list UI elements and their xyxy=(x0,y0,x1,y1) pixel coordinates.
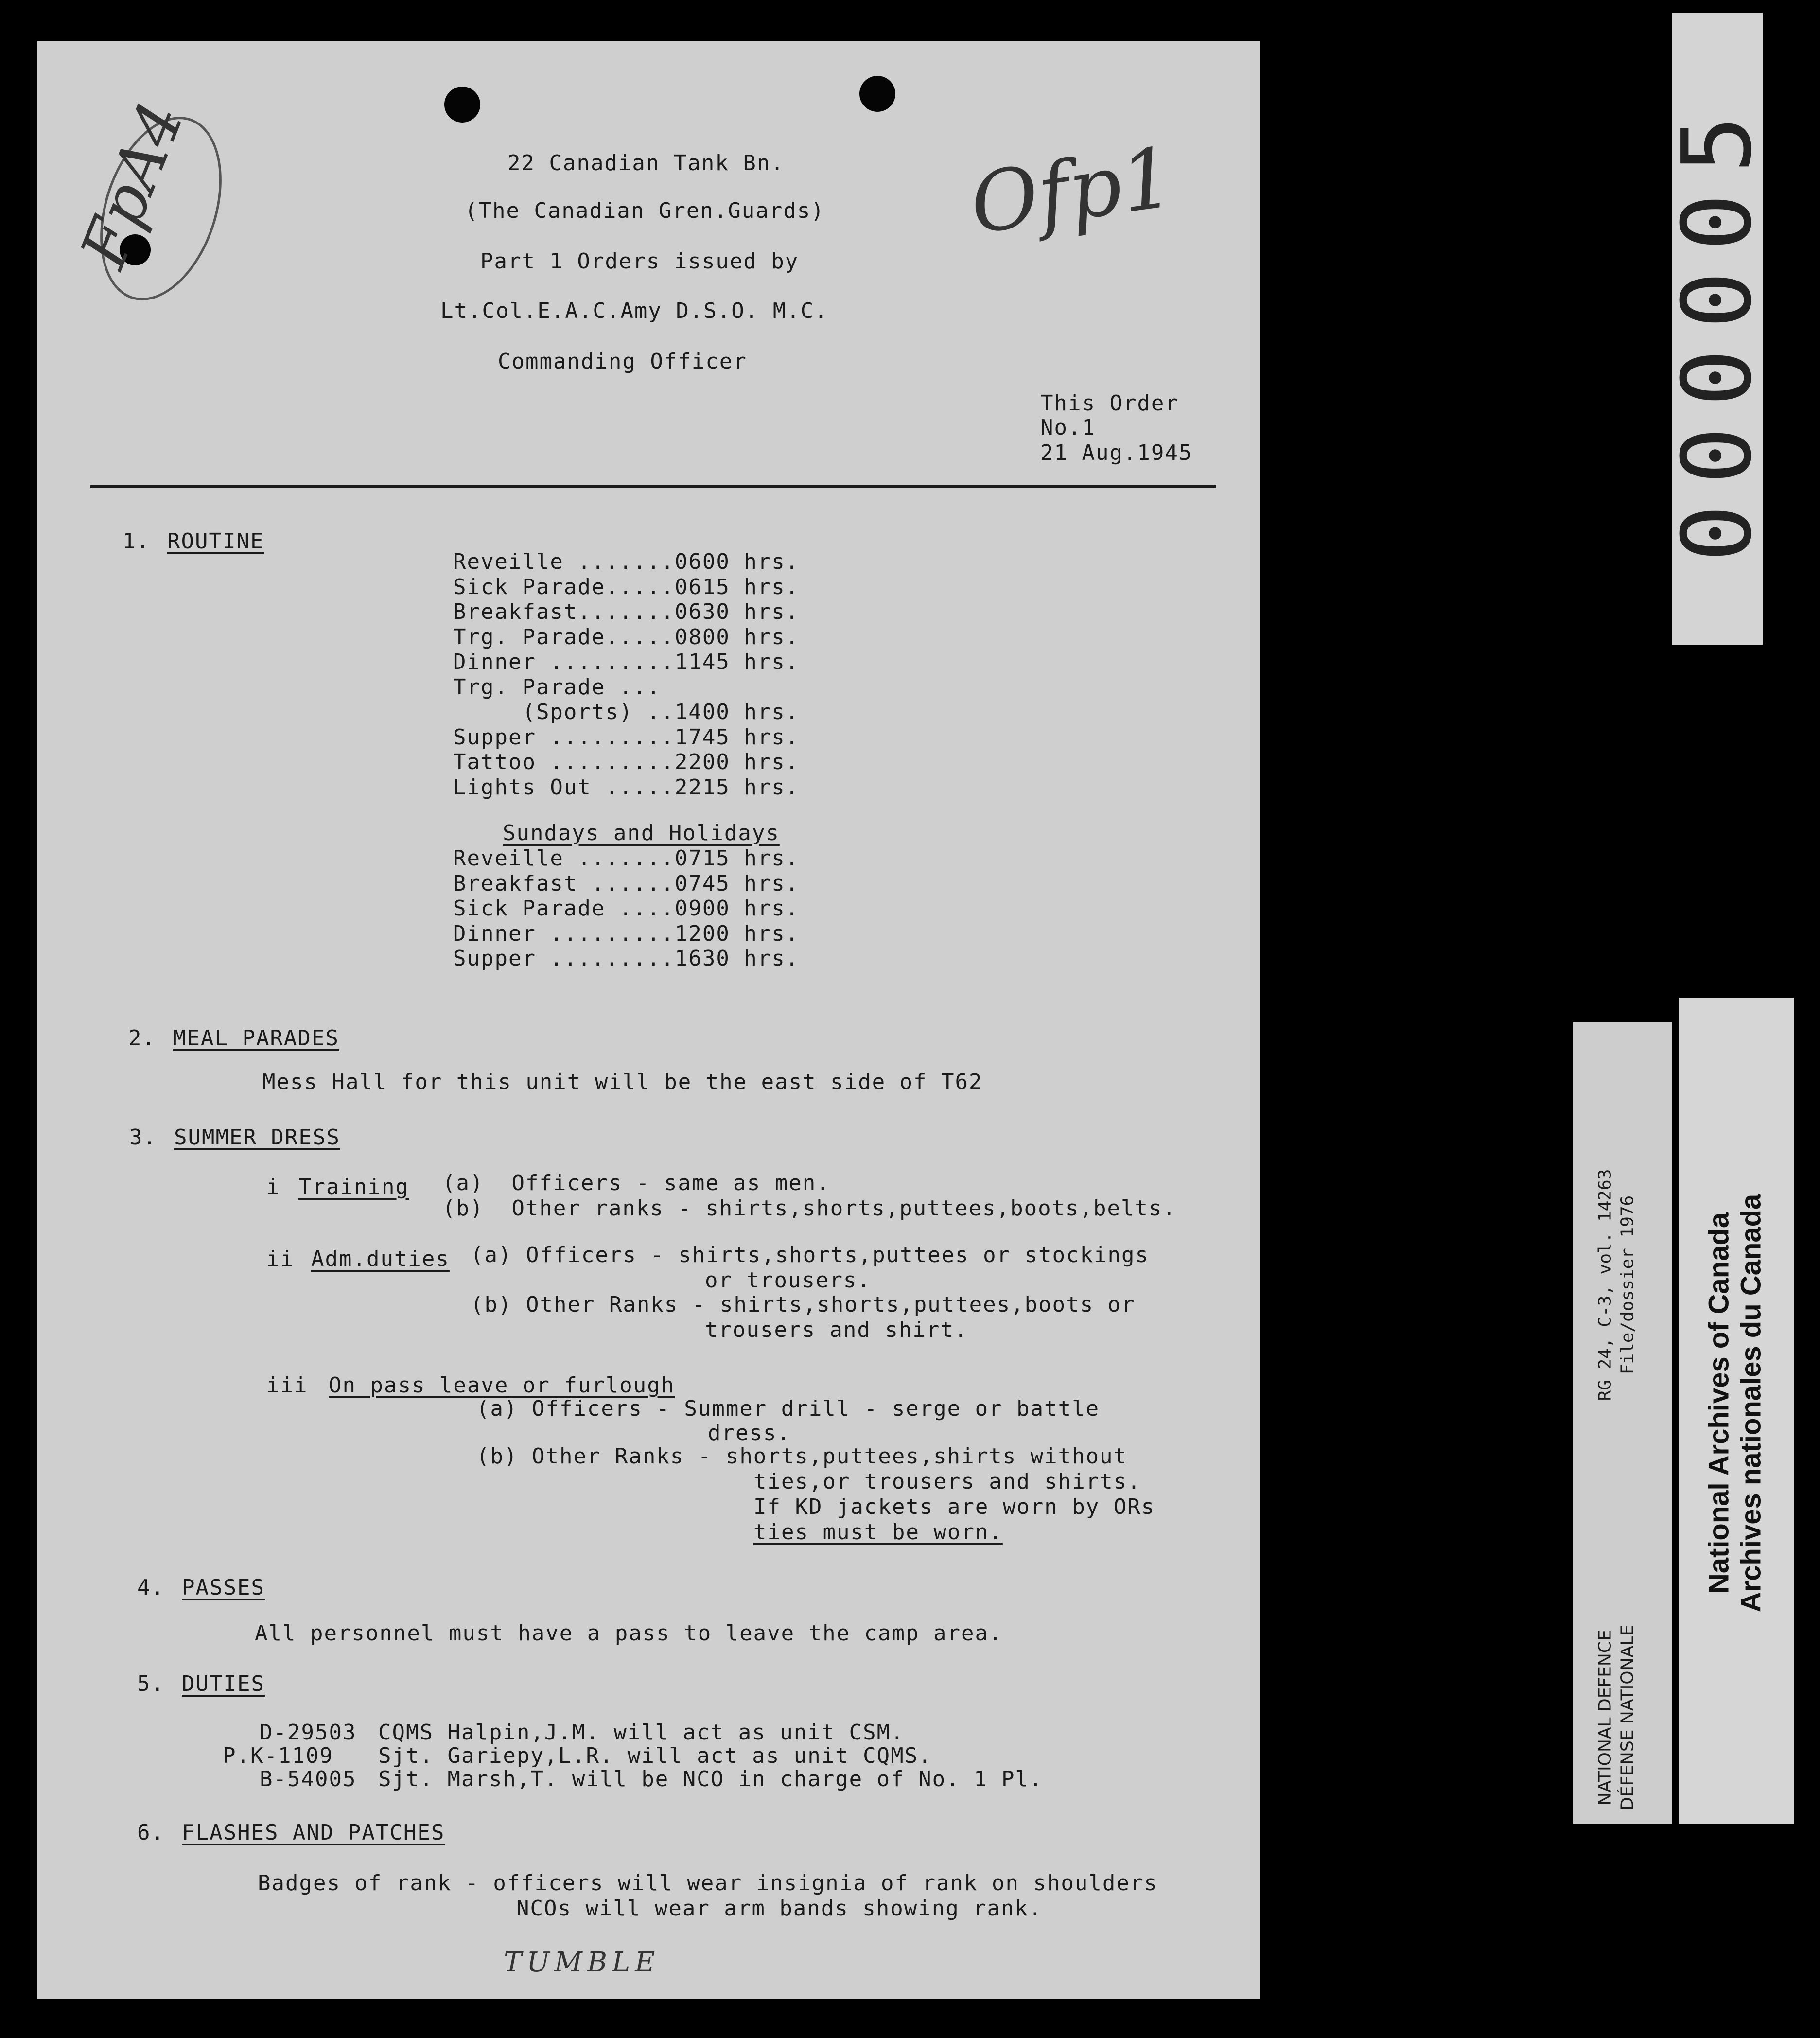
routine-row: Sick Parade ....0900 hrs. xyxy=(453,896,800,921)
order-number: No.1 xyxy=(1040,415,1096,440)
header-orders-issued: Part 1 Orders issued by xyxy=(480,249,799,274)
routine-row: Dinner .........1200 hrs. xyxy=(453,921,800,946)
section-5-number: 5. xyxy=(137,1671,165,1696)
department-line2: DÉFENSE NATIONALE xyxy=(1617,1625,1638,1810)
pass-other-ranks-line4: ties must be worn. xyxy=(753,1520,1003,1545)
adm-other-ranks-line2: trousers and shirt. xyxy=(705,1318,968,1342)
duty-id: D-29503 xyxy=(260,1720,357,1745)
routine-row: Reveille .......0715 hrs. xyxy=(453,846,800,871)
section-1-title: ROUTINE xyxy=(167,529,264,554)
section-5-title: DUTIES xyxy=(182,1671,265,1696)
adm-officers-line2: or trousers. xyxy=(705,1268,871,1293)
pass-other-ranks-line1: (b) Other Ranks - shorts,puttees,shirts without xyxy=(476,1444,1128,1469)
punch-hole-top-right xyxy=(859,76,895,112)
pass-officers-line2: dress. xyxy=(708,1421,791,1445)
duty-text: Sjt. Marsh,T. will be NCO in charge of No. 1 Pl. xyxy=(378,1767,1043,1792)
duty-text: Sjt. Gariepy,L.R. will act as unit CQMS. xyxy=(378,1743,932,1768)
duty-id: P.K-1109 xyxy=(223,1743,333,1768)
routine-row: Trg. Parade.....0800 hrs. xyxy=(453,624,800,650)
meal-text: Mess Hall for this unit will be the east side of T62 xyxy=(262,1070,983,1094)
header-commander-title: Commanding Officer xyxy=(498,349,747,374)
sunday-routine-list xyxy=(453,846,799,971)
pass-leave-title: On pass leave or furlough xyxy=(329,1373,675,1398)
section-4-number: 4. xyxy=(137,1575,165,1600)
header-regiment: (The Canadian Gren.Guards) xyxy=(465,198,825,223)
flashes-line2: NCOs will wear arm bands showing rank. xyxy=(516,1896,1043,1921)
training-officers: (a) Officers - same as men. xyxy=(442,1171,830,1195)
routine-row: Dinner .........1145 hrs. xyxy=(453,650,800,674)
handwritten-file-mark: Ofp1 xyxy=(964,129,1180,253)
passes-text: All personnel must have a pass to leave the camp area. xyxy=(255,1621,1003,1646)
national-archives-french: Archives nationales du Canada xyxy=(1735,1194,1767,1613)
routine-row: Trg. Parade ... xyxy=(453,674,661,700)
weekday-routine-list xyxy=(453,549,799,800)
order-date: 21 Aug.1945 xyxy=(1040,440,1193,465)
handwritten-circled-mark: FpA4 xyxy=(66,92,199,278)
routine-row: Sick Parade.....0615 hrs. xyxy=(453,574,800,599)
pass-officers-line1: (a) Officers - Summer drill - serge or battle xyxy=(476,1396,1100,1421)
training-title: Training xyxy=(298,1175,409,1199)
routine-row: Supper .........1745 hrs. xyxy=(453,724,800,750)
pass-other-ranks-line3: If KD jackets are worn by ORs xyxy=(753,1494,1155,1519)
department-line1: NATIONAL DEFENCE xyxy=(1595,1630,1615,1806)
section-2-title: MEAL PARADES xyxy=(173,1026,339,1051)
section-3-number: 3. xyxy=(129,1125,157,1150)
adm-officers-line1: (a) Officers - shirts,shorts,puttees or stockings xyxy=(471,1243,1150,1267)
routine-row: Reveille .......0600 hrs. xyxy=(453,549,800,574)
routine-row: Breakfast.......0630 hrs. xyxy=(453,599,800,624)
training-label: i xyxy=(266,1175,280,1199)
pass-leave-label: iii xyxy=(266,1373,308,1398)
archive-reference-line2: File/dossier 1976 xyxy=(1617,1195,1638,1375)
routine-row: Tattoo .........2200 hrs. xyxy=(453,750,800,774)
pass-other-ranks-line2: ties,or trousers and shirts. xyxy=(753,1469,1141,1494)
adm-duties-title: Adm.duties xyxy=(311,1247,450,1271)
section-3-title: SUMMER DRESS xyxy=(174,1125,340,1150)
section-4-title: PASSES xyxy=(182,1575,265,1600)
section-2-number: 2. xyxy=(128,1026,156,1051)
routine-row: Breakfast ......0745 hrs. xyxy=(453,871,800,896)
header-unit: 22 Canadian Tank Bn. xyxy=(508,151,785,176)
header-divider xyxy=(90,485,1216,488)
header-commander-name: Lt.Col.E.A.C.Amy D.S.O. M.C. xyxy=(440,299,828,323)
duty-text: CQMS Halpin,J.M. will act as unit CSM. xyxy=(378,1720,905,1745)
flashes-line1: Badges of rank - officers will wear insignia of rank on shoulders xyxy=(258,1871,1158,1896)
frame-number: 000005 xyxy=(1662,95,1773,562)
document-page xyxy=(37,41,1260,1999)
duty-id: B-54005 xyxy=(260,1767,357,1792)
routine-row: Supper .........1630 hrs. xyxy=(453,946,800,971)
section-6-title: FLASHES AND PATCHES xyxy=(182,1820,445,1845)
adm-other-ranks-line1: (b) Other Ranks - shirts,shorts,puttees,boots or xyxy=(471,1292,1136,1317)
section-1-number: 1. xyxy=(122,529,150,554)
national-archives-english: National Archives of Canada xyxy=(1703,1212,1735,1594)
frame-number-strip xyxy=(1662,13,1773,645)
archive-reference-line1: RG 24, C-3, vol. 14263 xyxy=(1595,1169,1615,1401)
handwritten-bottom-word: TUMBLE xyxy=(504,1947,660,1978)
section-6-number: 6. xyxy=(137,1820,165,1845)
national-archives-label xyxy=(1679,998,1794,1824)
punch-hole-top-left xyxy=(444,87,480,123)
order-label: This Order xyxy=(1040,391,1179,416)
adm-duties-label: ii xyxy=(266,1247,294,1271)
routine-row: (Sports) ..1400 hrs. xyxy=(453,700,800,724)
sundays-holidays-title: Sundays and Holidays xyxy=(503,821,780,845)
routine-row: Lights Out .....2215 hrs. xyxy=(453,774,800,800)
training-other-ranks: (b) Other ranks - shirts,shorts,puttees,boots,belts. xyxy=(442,1196,1176,1221)
archive-reference-label xyxy=(1573,1022,1672,1824)
